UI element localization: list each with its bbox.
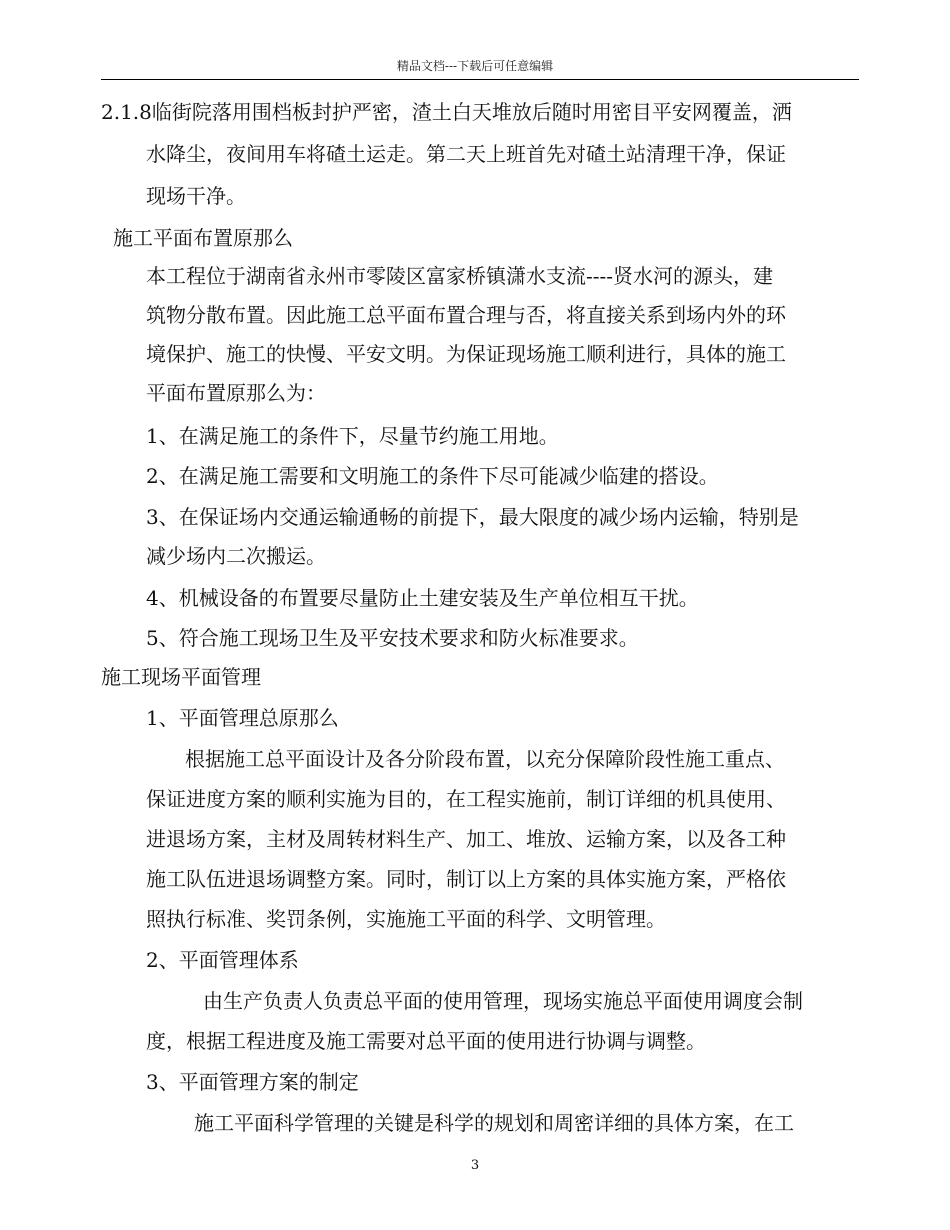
- list-item: 2、在满足施工需要和文明施工的条件下尽可能减少临建的搭设。: [146, 464, 719, 488]
- text-line: 平面布置原那么为：: [146, 381, 326, 405]
- text-line: 现场干净。: [146, 184, 246, 208]
- text-line: 照执行标准、奖罚条例，实施施工平面的科学、文明管理。: [146, 907, 666, 931]
- text-line: 筑物分散布置。因此施工总平面布置合理与否，将直接关系到场内外的环: [146, 303, 786, 327]
- section-heading: 施工现场平面管理: [101, 665, 261, 689]
- text-line: 2.1.8临街院落用围档板封护严密，渣土白天堆放后随时用密目平安网覆盖，洒: [101, 100, 792, 124]
- text-line: 境保护、施工的快慢、平安文明。为保证现场施工顺利进行，具体的施工: [146, 342, 786, 366]
- text-line: 进退场方案，主材及周转材料生产、加工、堆放、运输方案，以及各工种: [146, 827, 786, 851]
- header-rule: [101, 79, 859, 80]
- text-line: 水降尘，夜间用车将碴土运走。第二天上班首先对碴土站清理干净，保证: [146, 142, 786, 166]
- text-line: 度，根据工程进度及施工需要对总平面的使用进行协调与调整。: [146, 1029, 706, 1053]
- text-line: 本工程位于湖南省永州市零陵区富家桥镇潇水支流----贤水河的源头，建: [146, 264, 774, 288]
- list-item: 4、机械设备的布置要尽量防止土建安装及生产单位相互干扰。: [146, 586, 699, 610]
- subsection-heading: 2、平面管理体系: [146, 948, 299, 972]
- page-header: 精品文档---下载后可任意编辑: [396, 59, 554, 73]
- list-item: 1、在满足施工的条件下，尽量节约施工用地。: [146, 424, 559, 448]
- text-line: 由生产负责人负责总平面的使用管理，现场实施总平面使用调度会制: [203, 989, 803, 1013]
- list-item: 5、符合施工现场卫生及平安技术要求和防火标准要求。: [146, 626, 639, 650]
- text-line: 根据施工总平面设计及各分阶段布置，以充分保障阶段性施工重点、: [185, 747, 785, 771]
- list-item: 3、在保证场内交通运输通畅的前提下，最大限度的减少场内运输，特别是: [146, 505, 799, 529]
- subsection-heading: 3、平面管理方案的制定: [146, 1070, 359, 1094]
- subsection-heading: 1、平面管理总原那么: [146, 706, 339, 730]
- section-heading: 施工平面布置原那么: [113, 226, 293, 250]
- text-line: 减少场内二次搬运。: [146, 544, 326, 568]
- text-line: 施工队伍进退场调整方案。同时，制订以上方案的具体实施方案，严格依: [146, 867, 786, 891]
- text-line: 保证进度方案的顺利实施为目的，在工程实施前，制订详细的机具使用、: [146, 787, 786, 811]
- page-number: 3: [470, 1158, 480, 1173]
- text-line: 施工平面科学管理的关键是科学的规划和周密详细的具体方案，在工: [194, 1111, 794, 1135]
